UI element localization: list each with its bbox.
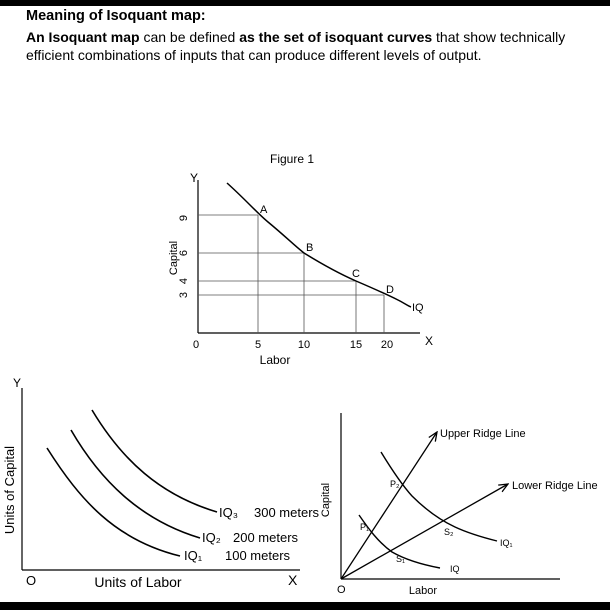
figure-1-x-label: Labor <box>259 353 291 367</box>
map-y-label: Units of Capital <box>2 445 17 535</box>
map-x-letter: X <box>288 572 298 588</box>
definition-mid: can be defined <box>139 29 240 45</box>
figure-1-point-b: B <box>306 242 314 254</box>
definition-lead: An Isoquant map <box>26 29 140 45</box>
ridge-point-p1: P₁ <box>360 522 370 532</box>
map-curve-iq1 <box>47 448 180 556</box>
map-x-label: Units of Labor <box>94 574 182 590</box>
definition-tail: that show technically efficient combinations of inputs that can produce different levels of output. <box>26 29 566 63</box>
figure-1-y-tick: 3 <box>178 291 190 299</box>
map-curve-iq2-name: IQ₂ <box>202 530 221 545</box>
ridge-x-label: Labor <box>408 585 438 597</box>
map-y-letter: Y <box>13 376 22 390</box>
ridge-origin: O <box>337 584 346 596</box>
ridge-curve-iq1 <box>381 452 497 541</box>
bottom-border <box>0 602 610 610</box>
figure-1-y-letter: Y <box>190 171 199 185</box>
figure-1-point-c: C <box>352 268 360 280</box>
lower-ridge-label: Lower Ridge Line <box>512 480 598 492</box>
figure-1-curve-label: IQ <box>412 302 424 314</box>
figure-1-y-tick: 9 <box>178 214 190 222</box>
map-curve-iq2-level: 200 meters <box>233 530 299 545</box>
ridge-curve-iq-label: IQ <box>450 564 460 574</box>
map-curve-iq3-level: 300 meters <box>254 505 320 520</box>
map-curve-iq3 <box>92 410 217 512</box>
map-curve-iq2 <box>71 430 200 538</box>
map-curve-iq1-level: 100 meters <box>225 548 291 563</box>
map-origin: O <box>26 573 37 588</box>
ridge-y-label: Capital <box>320 482 332 518</box>
figure-1-origin: 0 <box>192 339 200 351</box>
figure-1-title: Figure 1 <box>269 152 315 166</box>
figure-1-x-tick: 20 <box>380 339 394 351</box>
ridge-point-s2: S₂ <box>444 527 454 537</box>
ridge-point-s1: S₁ <box>396 554 406 564</box>
isoquant-map <box>2 376 320 590</box>
map-curve-iq3-name: IQ₃ <box>219 505 239 520</box>
figure-1-x-tick: 10 <box>297 339 311 351</box>
figure-1-point-a: A <box>260 204 268 216</box>
figure-1-x-tick: 5 <box>254 339 262 351</box>
figure-1-x-tick: 15 <box>349 339 363 351</box>
figure-1-y-label: Capital <box>168 240 180 276</box>
page-heading: Meaning of Isoquant map: <box>26 8 206 24</box>
ridge-point-p2: P₂ <box>390 479 400 489</box>
figure-1 <box>168 152 433 367</box>
ridge-lines-diagram <box>320 413 598 597</box>
figure-1-y-tick: 6 <box>178 249 190 257</box>
upper-ridge-label: Upper Ridge Line <box>440 428 526 440</box>
figure-1-point-d: D <box>386 284 394 296</box>
definition-bold: as the set of isoquant curves <box>239 29 433 45</box>
figure-1-x-letter: X <box>425 334 434 348</box>
map-curve-iq1-name: IQ₁ <box>184 548 203 563</box>
figure-1-y-tick: 4 <box>178 277 190 285</box>
ridge-curve-iq1-label: IQ₁ <box>500 538 513 548</box>
figure-1-isoquant-curve <box>227 183 411 307</box>
